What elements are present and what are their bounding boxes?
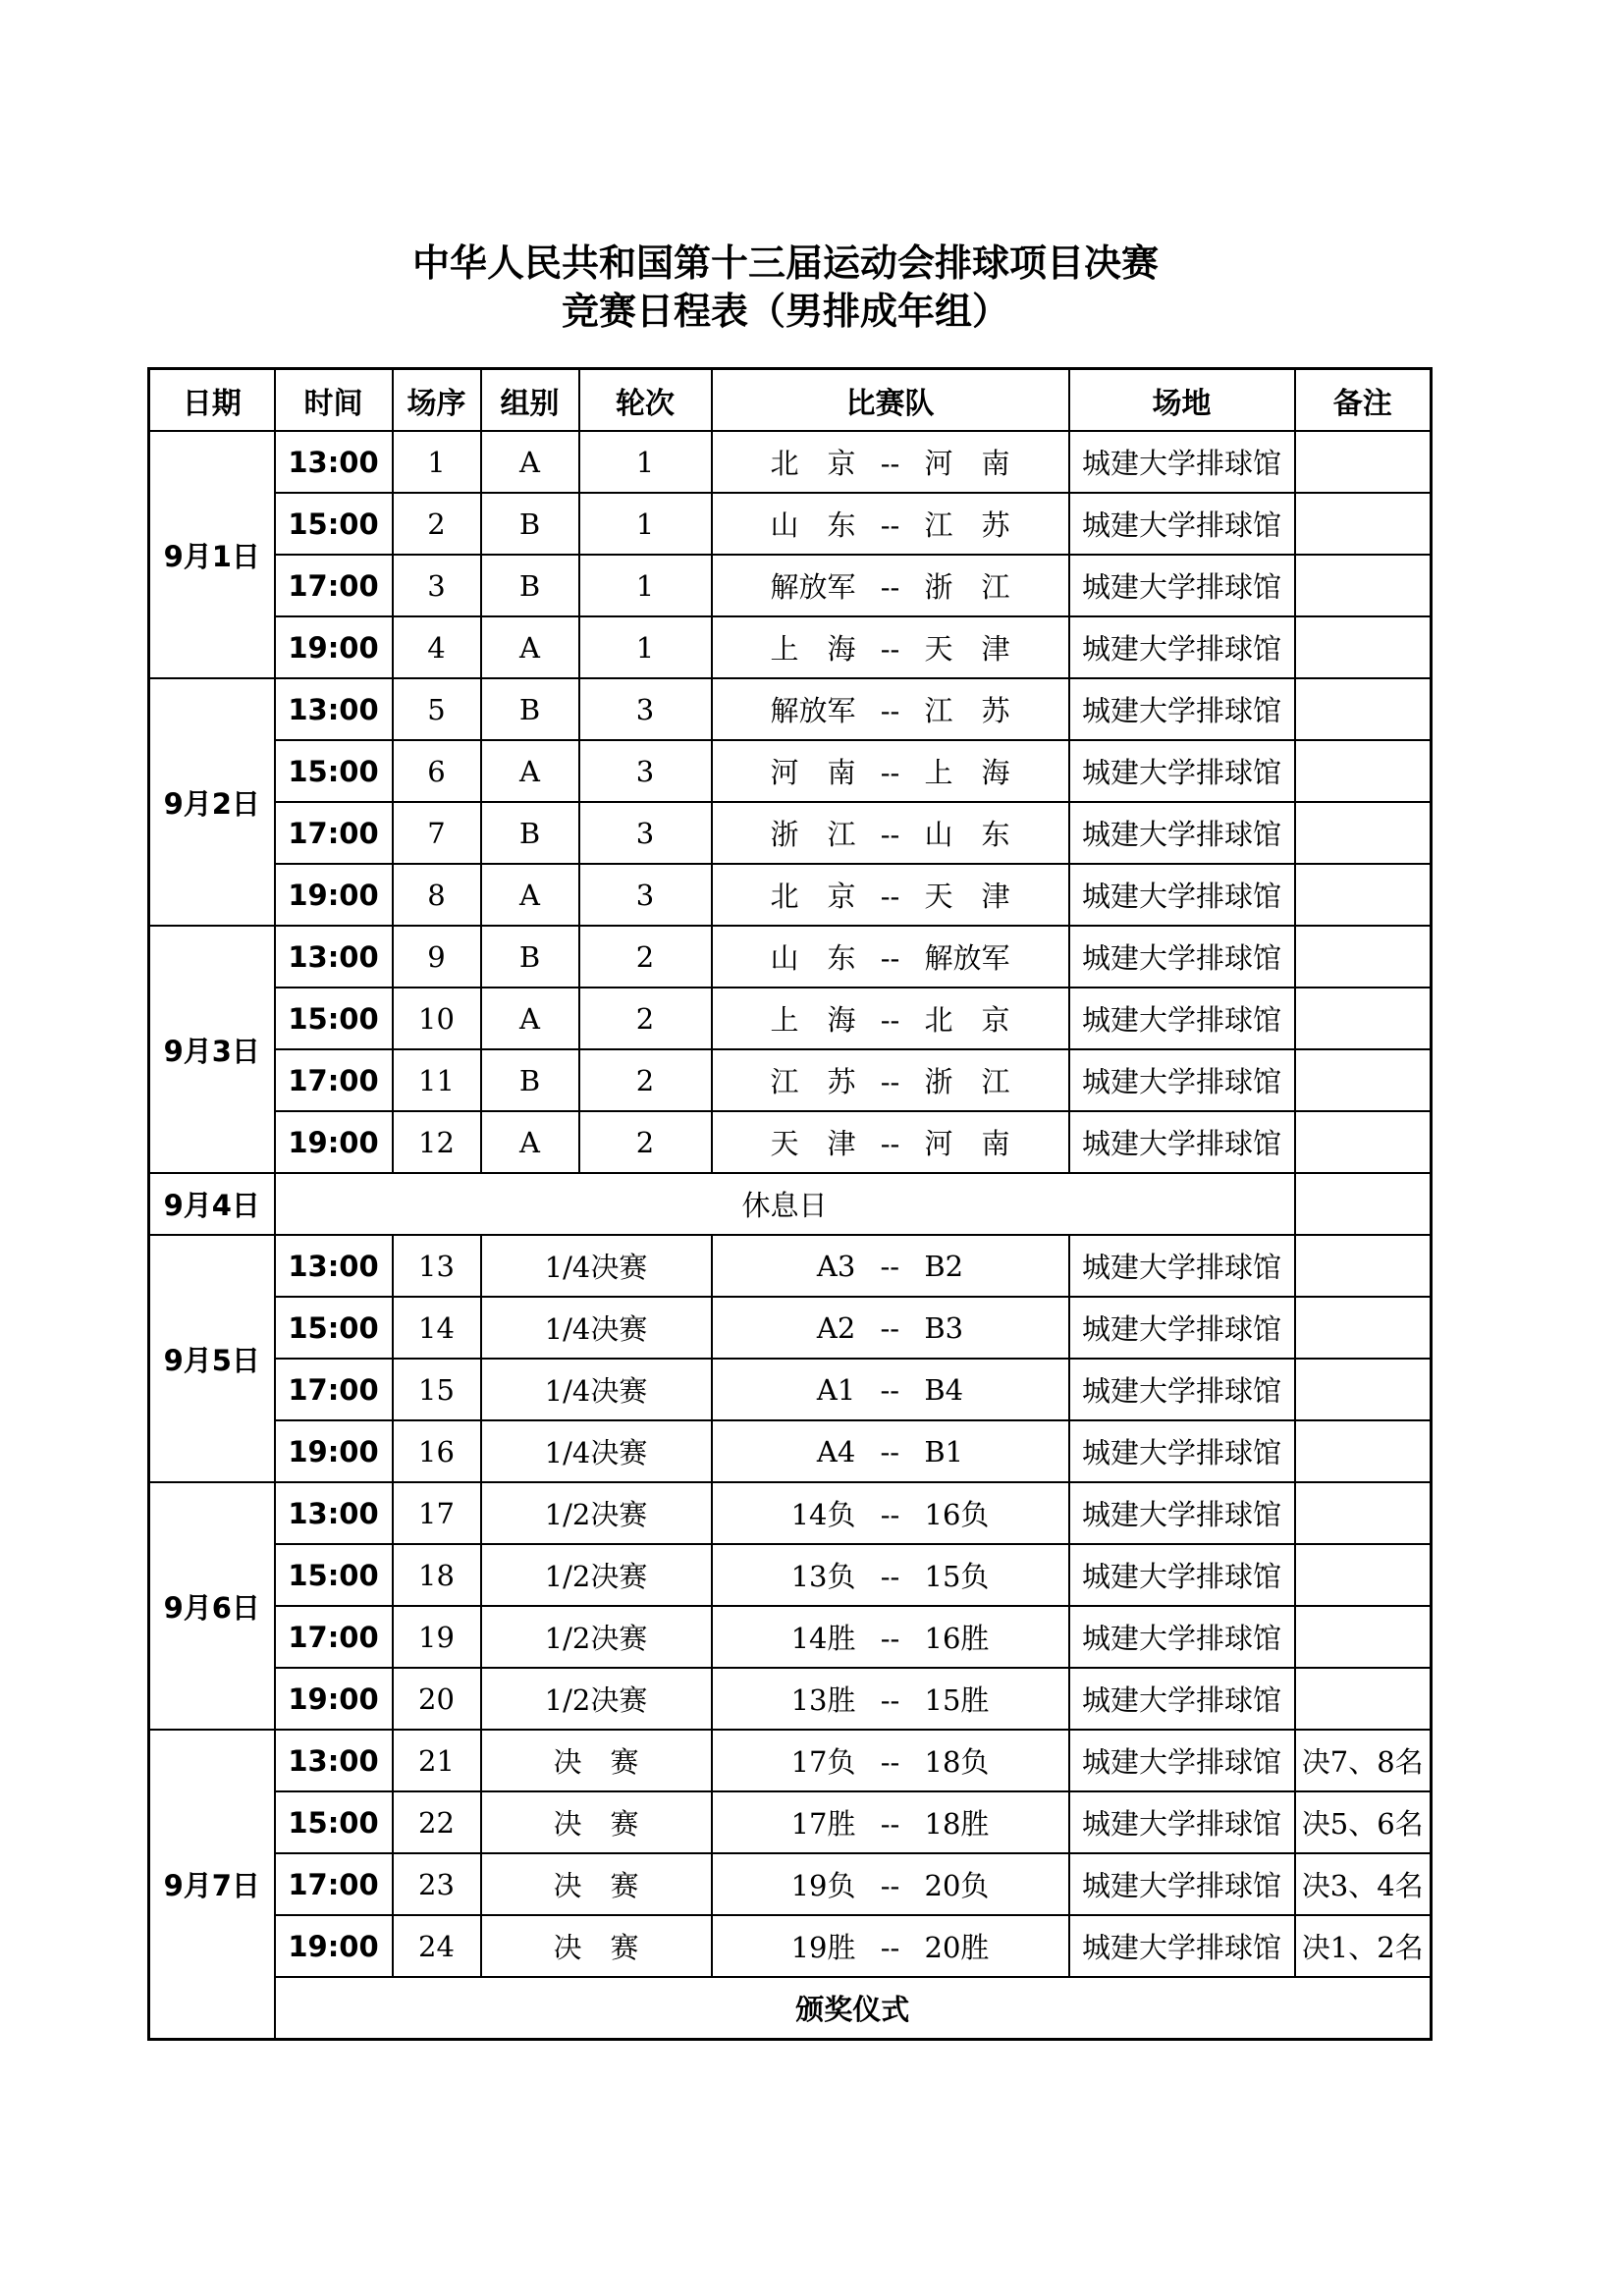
match-time: 13:00 bbox=[275, 1730, 393, 1791]
match-no: 15 bbox=[393, 1359, 481, 1420]
match-no: 9 bbox=[393, 926, 481, 988]
match-no: 16 bbox=[393, 1420, 481, 1482]
team-away: 20胜 bbox=[924, 1931, 990, 1964]
table-row bbox=[149, 1235, 1432, 1297]
match-teams bbox=[712, 1915, 1069, 1977]
table-row bbox=[149, 1915, 1432, 1977]
match-time: 15:00 bbox=[275, 1544, 393, 1606]
table-row bbox=[149, 1730, 1432, 1791]
table-row bbox=[149, 864, 1432, 926]
match-no: 20 bbox=[393, 1668, 481, 1730]
match-no: 7 bbox=[393, 802, 481, 864]
match-venue: 城建大学排球馆 bbox=[1069, 802, 1295, 864]
match-venue: 城建大学排球馆 bbox=[1069, 988, 1295, 1049]
header-group: 组别 bbox=[481, 369, 579, 432]
team-home: 江 苏 bbox=[770, 1065, 856, 1098]
match-round: 2 bbox=[579, 1049, 712, 1111]
match-venue: 城建大学排球馆 bbox=[1069, 555, 1295, 616]
team-away: 河 南 bbox=[924, 1127, 1010, 1160]
table-row bbox=[149, 616, 1432, 678]
match-group: B bbox=[481, 678, 579, 740]
match-venue: 城建大学排球馆 bbox=[1069, 1359, 1295, 1420]
match-remark bbox=[1295, 926, 1432, 988]
match-venue: 城建大学排球馆 bbox=[1069, 493, 1295, 555]
table-row bbox=[149, 1606, 1432, 1668]
team-home: A3 bbox=[816, 1249, 856, 1283]
versus-separator: -- bbox=[880, 1807, 900, 1841]
table-row bbox=[149, 802, 1432, 864]
match-no: 13 bbox=[393, 1235, 481, 1297]
team-away: 解放军 bbox=[924, 941, 1010, 975]
team-away: 河 南 bbox=[924, 447, 1010, 480]
team-away: 18胜 bbox=[924, 1807, 990, 1841]
match-remark: 决1、2名 bbox=[1295, 1915, 1432, 1977]
team-home: 19负 bbox=[790, 1869, 856, 1902]
match-venue: 城建大学排球馆 bbox=[1069, 1606, 1295, 1668]
match-venue: 城建大学排球馆 bbox=[1069, 1544, 1295, 1606]
versus-separator: -- bbox=[880, 1498, 900, 1531]
match-no: 23 bbox=[393, 1853, 481, 1915]
team-home: 14负 bbox=[790, 1498, 856, 1531]
match-remark bbox=[1295, 1359, 1432, 1420]
date-cell: 9月6日 bbox=[149, 1482, 275, 1730]
table-row bbox=[149, 1111, 1432, 1173]
match-group: B bbox=[481, 493, 579, 555]
table-row bbox=[149, 493, 1432, 555]
match-teams bbox=[712, 1544, 1069, 1606]
match-time: 15:00 bbox=[275, 1297, 393, 1359]
match-remark: 决7、8名 bbox=[1295, 1730, 1432, 1791]
match-venue: 城建大学排球馆 bbox=[1069, 1915, 1295, 1977]
match-teams bbox=[712, 926, 1069, 988]
team-away: 浙 江 bbox=[924, 570, 1010, 604]
match-remark bbox=[1295, 678, 1432, 740]
match-teams bbox=[712, 678, 1069, 740]
header-teams: 比赛队 bbox=[712, 369, 1069, 432]
date-cell: 9月1日 bbox=[149, 431, 275, 678]
schedule-body bbox=[149, 431, 1432, 2040]
versus-separator: -- bbox=[880, 1003, 900, 1037]
versus-separator: -- bbox=[880, 632, 900, 666]
versus-separator: -- bbox=[880, 756, 900, 789]
table-row bbox=[149, 1297, 1432, 1359]
match-venue: 城建大学排球馆 bbox=[1069, 616, 1295, 678]
versus-separator: -- bbox=[880, 1127, 900, 1160]
match-stage: 决 赛 bbox=[481, 1915, 712, 1977]
header-time: 时间 bbox=[275, 369, 393, 432]
table-row bbox=[149, 1668, 1432, 1730]
match-teams bbox=[712, 1482, 1069, 1544]
match-time: 13:00 bbox=[275, 678, 393, 740]
match-no: 14 bbox=[393, 1297, 481, 1359]
team-home: 解放军 bbox=[770, 570, 856, 604]
match-teams bbox=[712, 616, 1069, 678]
match-teams bbox=[712, 1853, 1069, 1915]
table-row bbox=[149, 1049, 1432, 1111]
date-cell: 9月7日 bbox=[149, 1730, 275, 2040]
versus-separator: -- bbox=[880, 1622, 900, 1655]
match-stage: 1/2决赛 bbox=[481, 1668, 712, 1730]
match-remark bbox=[1295, 1235, 1432, 1297]
match-round: 1 bbox=[579, 431, 712, 493]
team-home: 13负 bbox=[790, 1560, 856, 1593]
match-teams bbox=[712, 431, 1069, 493]
match-group: A bbox=[481, 616, 579, 678]
team-away: 上 海 bbox=[924, 756, 1010, 789]
versus-separator: -- bbox=[880, 694, 900, 727]
team-away: B4 bbox=[924, 1372, 964, 1407]
match-time: 19:00 bbox=[275, 616, 393, 678]
match-remark: 决3、4名 bbox=[1295, 1853, 1432, 1915]
team-home: 浙 江 bbox=[770, 818, 856, 851]
versus-separator: -- bbox=[880, 1372, 900, 1407]
team-home: 山 东 bbox=[770, 508, 856, 542]
team-home: 天 津 bbox=[770, 1127, 856, 1160]
match-venue: 城建大学排球馆 bbox=[1069, 1730, 1295, 1791]
team-away: 15胜 bbox=[924, 1683, 990, 1717]
match-group: B bbox=[481, 802, 579, 864]
match-stage: 1/4决赛 bbox=[481, 1297, 712, 1359]
match-remark bbox=[1295, 1420, 1432, 1482]
match-stage: 1/2决赛 bbox=[481, 1606, 712, 1668]
versus-separator: -- bbox=[880, 1683, 900, 1717]
ceremony-row bbox=[149, 1977, 1432, 2040]
match-no: 11 bbox=[393, 1049, 481, 1111]
date-cell: 9月2日 bbox=[149, 678, 275, 926]
match-venue: 城建大学排球馆 bbox=[1069, 864, 1295, 926]
match-venue: 城建大学排球馆 bbox=[1069, 431, 1295, 493]
match-time: 19:00 bbox=[275, 1668, 393, 1730]
match-no: 22 bbox=[393, 1791, 481, 1853]
team-home: 山 东 bbox=[770, 941, 856, 975]
versus-separator: -- bbox=[880, 1310, 900, 1345]
award-ceremony: 颁奖仪式 bbox=[275, 1977, 1432, 2040]
match-venue: 城建大学排球馆 bbox=[1069, 740, 1295, 802]
match-time: 15:00 bbox=[275, 1791, 393, 1853]
team-away: 山 东 bbox=[924, 818, 1010, 851]
team-away: B3 bbox=[924, 1310, 964, 1345]
header-match-no: 场序 bbox=[393, 369, 481, 432]
team-home: 北 京 bbox=[770, 447, 856, 480]
versus-separator: -- bbox=[880, 1869, 900, 1902]
header-remark: 备注 bbox=[1295, 369, 1432, 432]
match-stage: 1/4决赛 bbox=[481, 1420, 712, 1482]
table-row bbox=[149, 1420, 1432, 1482]
team-home: 北 京 bbox=[770, 880, 856, 913]
match-teams bbox=[712, 1791, 1069, 1853]
team-away: 天 津 bbox=[924, 880, 1010, 913]
match-round: 1 bbox=[579, 493, 712, 555]
match-remark bbox=[1295, 1111, 1432, 1173]
table-row bbox=[149, 555, 1432, 616]
match-time: 17:00 bbox=[275, 1049, 393, 1111]
match-teams bbox=[712, 1049, 1069, 1111]
match-venue: 城建大学排球馆 bbox=[1069, 1111, 1295, 1173]
match-no: 1 bbox=[393, 431, 481, 493]
versus-separator: -- bbox=[880, 941, 900, 975]
team-home: 19胜 bbox=[790, 1931, 856, 1964]
team-away: 北 京 bbox=[924, 1003, 1010, 1037]
team-away: 18负 bbox=[924, 1745, 990, 1779]
table-row bbox=[149, 1482, 1432, 1544]
match-remark: 决5、6名 bbox=[1295, 1791, 1432, 1853]
match-remark bbox=[1295, 431, 1432, 493]
versus-separator: -- bbox=[880, 1249, 900, 1283]
match-no: 2 bbox=[393, 493, 481, 555]
team-home: 17胜 bbox=[790, 1807, 856, 1841]
table-row bbox=[149, 1853, 1432, 1915]
match-time: 17:00 bbox=[275, 802, 393, 864]
match-teams bbox=[712, 1297, 1069, 1359]
team-home: 解放军 bbox=[770, 694, 856, 727]
match-time: 13:00 bbox=[275, 1482, 393, 1544]
match-round: 3 bbox=[579, 740, 712, 802]
team-away: 16胜 bbox=[924, 1622, 990, 1655]
rest-day-row bbox=[149, 1173, 1432, 1235]
team-home: A4 bbox=[816, 1434, 856, 1468]
match-stage: 决 赛 bbox=[481, 1730, 712, 1791]
match-group: B bbox=[481, 555, 579, 616]
match-time: 17:00 bbox=[275, 555, 393, 616]
date-cell: 9月5日 bbox=[149, 1235, 275, 1482]
match-teams bbox=[712, 1606, 1069, 1668]
match-remark bbox=[1295, 864, 1432, 926]
match-teams bbox=[712, 493, 1069, 555]
match-remark bbox=[1295, 1544, 1432, 1606]
versus-separator: -- bbox=[880, 1434, 900, 1468]
page-title: 中华人民共和国第十三届运动会排球项目决赛 bbox=[411, 241, 1159, 285]
match-time: 15:00 bbox=[275, 740, 393, 802]
match-teams bbox=[712, 1111, 1069, 1173]
versus-separator: -- bbox=[880, 880, 900, 913]
match-venue: 城建大学排球馆 bbox=[1069, 1049, 1295, 1111]
header-venue: 场地 bbox=[1069, 369, 1295, 432]
team-away: 15负 bbox=[924, 1560, 990, 1593]
team-away: B2 bbox=[924, 1249, 964, 1283]
match-teams bbox=[712, 1668, 1069, 1730]
match-group: A bbox=[481, 988, 579, 1049]
match-stage: 决 赛 bbox=[481, 1853, 712, 1915]
match-no: 21 bbox=[393, 1730, 481, 1791]
date-cell: 9月4日 bbox=[149, 1173, 275, 1235]
match-round: 3 bbox=[579, 864, 712, 926]
table-row bbox=[149, 678, 1432, 740]
match-time: 19:00 bbox=[275, 1915, 393, 1977]
match-time: 15:00 bbox=[275, 988, 393, 1049]
match-remark bbox=[1295, 555, 1432, 616]
page-subtitle: 竞赛日程表（男排成年组） bbox=[561, 290, 1009, 333]
table-row bbox=[149, 988, 1432, 1049]
match-remark bbox=[1295, 1173, 1432, 1235]
match-remark bbox=[1295, 493, 1432, 555]
match-time: 13:00 bbox=[275, 926, 393, 988]
match-remark bbox=[1295, 616, 1432, 678]
team-home: 上 海 bbox=[770, 632, 856, 666]
match-remark bbox=[1295, 1482, 1432, 1544]
match-teams bbox=[712, 864, 1069, 926]
team-away: 江 苏 bbox=[924, 694, 1010, 727]
match-time: 19:00 bbox=[275, 1111, 393, 1173]
versus-separator: -- bbox=[880, 1065, 900, 1098]
team-home: A2 bbox=[816, 1310, 856, 1345]
team-home: 河 南 bbox=[770, 756, 856, 789]
match-remark bbox=[1295, 802, 1432, 864]
match-no: 12 bbox=[393, 1111, 481, 1173]
header-row bbox=[149, 369, 1432, 432]
match-no: 10 bbox=[393, 988, 481, 1049]
match-teams bbox=[712, 1359, 1069, 1420]
match-remark bbox=[1295, 1049, 1432, 1111]
versus-separator: -- bbox=[880, 570, 900, 604]
team-away: 浙 江 bbox=[924, 1065, 1010, 1098]
team-away: 江 苏 bbox=[924, 508, 1010, 542]
match-time: 19:00 bbox=[275, 864, 393, 926]
match-teams bbox=[712, 1235, 1069, 1297]
date-cell: 9月3日 bbox=[149, 926, 275, 1173]
match-stage: 1/4决赛 bbox=[481, 1359, 712, 1420]
team-away: B1 bbox=[924, 1434, 964, 1468]
versus-separator: -- bbox=[880, 508, 900, 542]
team-home: 13胜 bbox=[790, 1683, 856, 1717]
match-no: 17 bbox=[393, 1482, 481, 1544]
match-teams bbox=[712, 1420, 1069, 1482]
match-venue: 城建大学排球馆 bbox=[1069, 1668, 1295, 1730]
match-remark bbox=[1295, 988, 1432, 1049]
match-stage: 1/2决赛 bbox=[481, 1482, 712, 1544]
match-venue: 城建大学排球馆 bbox=[1069, 1853, 1295, 1915]
match-no: 19 bbox=[393, 1606, 481, 1668]
team-home: 17负 bbox=[790, 1745, 856, 1779]
match-no: 18 bbox=[393, 1544, 481, 1606]
match-time: 17:00 bbox=[275, 1853, 393, 1915]
rest-day-label: 休息日 bbox=[275, 1173, 1295, 1235]
versus-separator: -- bbox=[880, 1931, 900, 1964]
header-round: 轮次 bbox=[579, 369, 712, 432]
match-stage: 1/4决赛 bbox=[481, 1235, 712, 1297]
table-row bbox=[149, 1544, 1432, 1606]
versus-separator: -- bbox=[880, 447, 900, 480]
match-teams bbox=[712, 988, 1069, 1049]
match-time: 15:00 bbox=[275, 493, 393, 555]
match-stage: 决 赛 bbox=[481, 1791, 712, 1853]
match-group: B bbox=[481, 1049, 579, 1111]
table-row bbox=[149, 1359, 1432, 1420]
match-teams bbox=[712, 1730, 1069, 1791]
match-remark bbox=[1295, 1668, 1432, 1730]
match-no: 6 bbox=[393, 740, 481, 802]
match-round: 1 bbox=[579, 555, 712, 616]
match-time: 19:00 bbox=[275, 1420, 393, 1482]
schedule-table bbox=[147, 367, 1433, 2041]
match-teams bbox=[712, 740, 1069, 802]
header-date: 日期 bbox=[149, 369, 275, 432]
table-row bbox=[149, 431, 1432, 493]
match-no: 8 bbox=[393, 864, 481, 926]
table-row bbox=[149, 740, 1432, 802]
match-remark bbox=[1295, 740, 1432, 802]
match-teams bbox=[712, 802, 1069, 864]
match-group: B bbox=[481, 926, 579, 988]
team-away: 20负 bbox=[924, 1869, 990, 1902]
table-row bbox=[149, 1791, 1432, 1853]
match-teams bbox=[712, 555, 1069, 616]
match-no: 3 bbox=[393, 555, 481, 616]
match-venue: 城建大学排球馆 bbox=[1069, 1420, 1295, 1482]
match-group: A bbox=[481, 431, 579, 493]
match-stage: 1/2决赛 bbox=[481, 1544, 712, 1606]
match-round: 3 bbox=[579, 802, 712, 864]
match-venue: 城建大学排球馆 bbox=[1069, 1791, 1295, 1853]
match-round: 2 bbox=[579, 988, 712, 1049]
versus-separator: -- bbox=[880, 1745, 900, 1779]
match-venue: 城建大学排球馆 bbox=[1069, 1297, 1295, 1359]
match-no: 24 bbox=[393, 1915, 481, 1977]
match-remark bbox=[1295, 1297, 1432, 1359]
team-home: 上 海 bbox=[770, 1003, 856, 1037]
match-time: 13:00 bbox=[275, 1235, 393, 1297]
versus-separator: -- bbox=[880, 818, 900, 851]
match-time: 17:00 bbox=[275, 1359, 393, 1420]
team-home: A1 bbox=[816, 1372, 856, 1407]
match-round: 2 bbox=[579, 926, 712, 988]
match-round: 2 bbox=[579, 1111, 712, 1173]
match-venue: 城建大学排球馆 bbox=[1069, 926, 1295, 988]
match-time: 13:00 bbox=[275, 431, 393, 493]
team-away: 16负 bbox=[924, 1498, 990, 1531]
team-away: 天 津 bbox=[924, 632, 1010, 666]
match-venue: 城建大学排球馆 bbox=[1069, 1235, 1295, 1297]
match-venue: 城建大学排球馆 bbox=[1069, 678, 1295, 740]
match-group: A bbox=[481, 1111, 579, 1173]
match-group: A bbox=[481, 864, 579, 926]
team-home: 14胜 bbox=[790, 1622, 856, 1655]
match-no: 5 bbox=[393, 678, 481, 740]
match-remark bbox=[1295, 1606, 1432, 1668]
versus-separator: -- bbox=[880, 1560, 900, 1593]
match-round: 3 bbox=[579, 678, 712, 740]
table-row bbox=[149, 926, 1432, 988]
match-venue: 城建大学排球馆 bbox=[1069, 1482, 1295, 1544]
match-round: 1 bbox=[579, 616, 712, 678]
match-no: 4 bbox=[393, 616, 481, 678]
match-time: 17:00 bbox=[275, 1606, 393, 1668]
match-group: A bbox=[481, 740, 579, 802]
